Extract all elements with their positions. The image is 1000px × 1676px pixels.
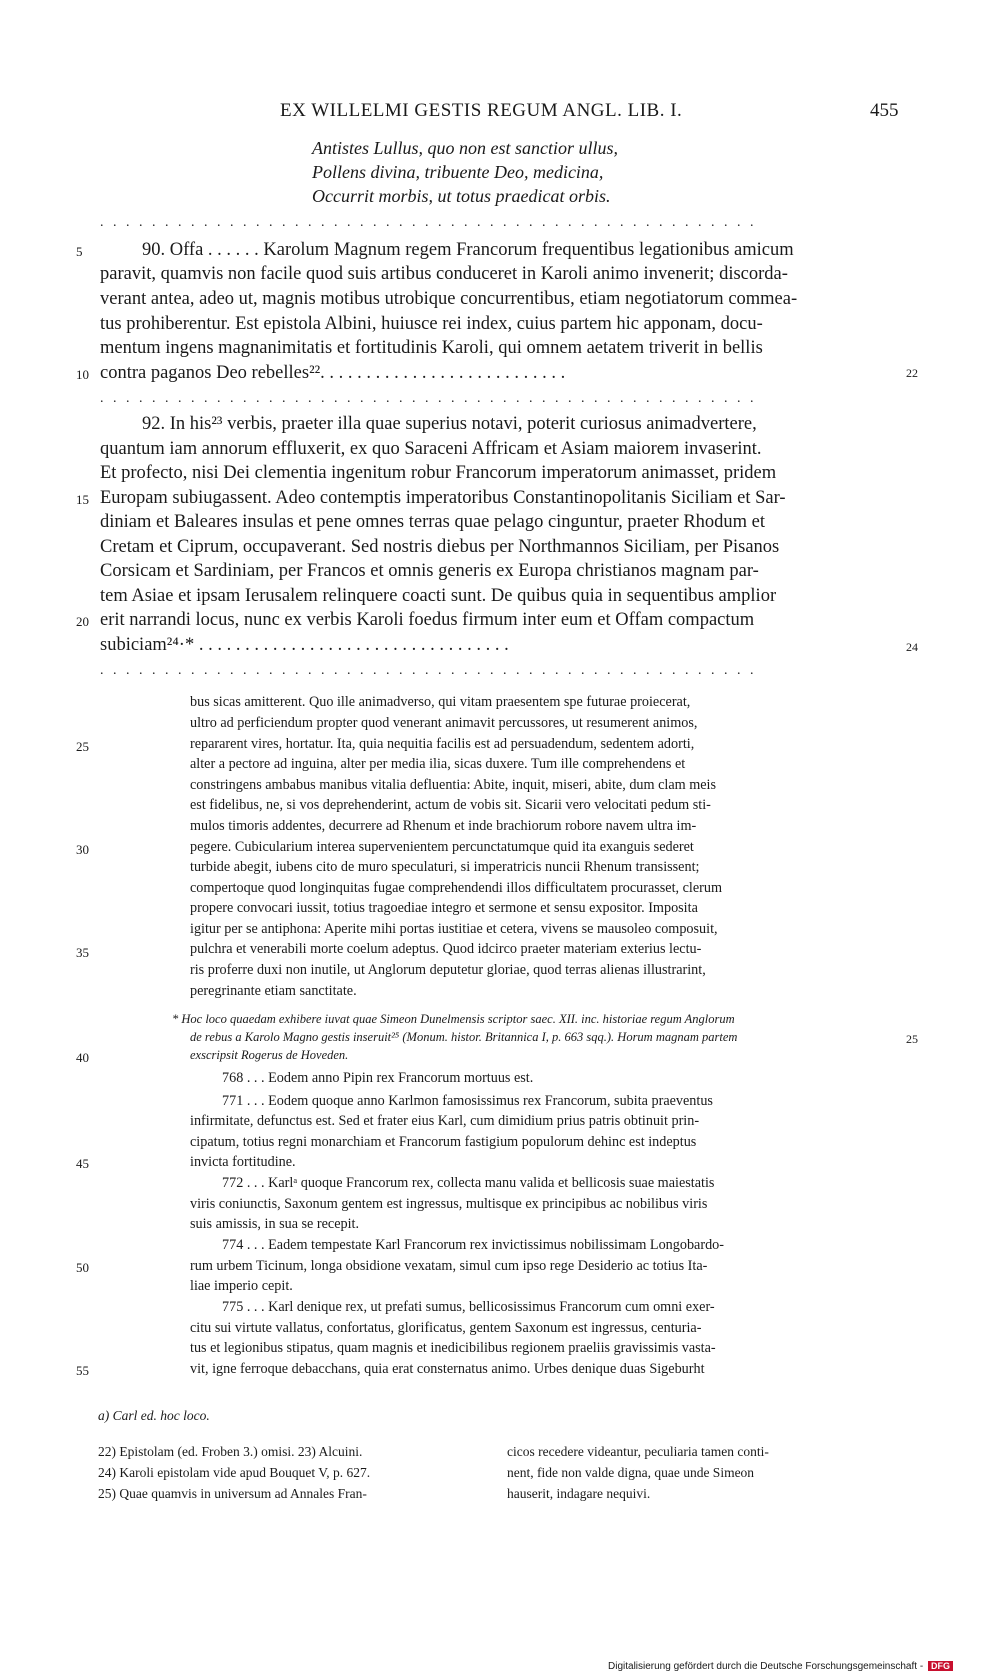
section-90-line: paravit, quamvis non facile quod suis artibus conduceret in Karoli animo invenerit; discorda- xyxy=(100,264,788,284)
line-number: 25 xyxy=(76,739,89,754)
section-90-line: tus prohiberentur. Est epistola Albini, huiusce rei index, cuius partem hic apponam, docu- xyxy=(100,314,763,334)
small-text-line: ris proferre duxi non inutile, ut Anglorum deputetur gloriae, quod terras alienas illustrarint, xyxy=(190,962,706,978)
line-number: 20 xyxy=(76,614,89,629)
small-text-line: pegere. Cubicularium interea supervenientem percunctatumque quid ita exanguis sederet xyxy=(190,839,694,855)
small-text-line: alter a pectore ad inguina, alter per media ilia, sicas duxere. Tum ille comprehendens et xyxy=(190,756,686,772)
small-text-line: pulchra et venerabili morte coelum adeptus. Quod idcirco praeter materiam exterius lectu- xyxy=(190,941,702,957)
small-text-line: compertoque quod longinquitas fugae comprehendendi illos difficultatem procurasset, clerum xyxy=(190,880,723,896)
digitization-credit xyxy=(608,1661,953,1672)
ellipsis-row: . . . . . . . . . . . . . . . . . . . . . . . . . . . . . . . . . . . . . . . . . . . . . . . . . . . xyxy=(100,664,757,678)
line-number: 55 xyxy=(76,1363,89,1378)
section-90-line: verant antea, adeo ut, magnis motibus utrobique concurrentibus, etiam negotiatorum commea- xyxy=(100,289,798,309)
editorial-note-line: de rebus a Karolo Magno gestis inseruit²⁵ (Monum. histor. Britannica I, p. 663 sqq.). Horum magnam partem xyxy=(190,1030,738,1044)
footnote-line: cicos recedere videantur, peculiaria tamen conti- xyxy=(507,1444,769,1459)
section-92-line: diniam et Baleares insulas et pene omnes terras quae pelago cinguntur, praeter Rhodum et xyxy=(100,512,766,532)
ellipsis-row: . . . . . . . . . . . . . . . . . . . . . . . . . . . . . . . . . . . . . . . . . . . . . . . . . . . xyxy=(100,392,757,406)
line-number: 50 xyxy=(76,1260,89,1275)
line-number: 35 xyxy=(76,945,89,960)
small-text-line: peregrinante etiam sanctitate. xyxy=(190,983,357,999)
small-text-line: mulos timoris addentes, decurrere ad Rhenum et inde brachiorum robore navem ultra im- xyxy=(190,818,697,834)
page-number: 455 xyxy=(870,100,899,121)
line-number: 45 xyxy=(76,1156,89,1171)
verse-line: Antistes Lullus, quo non est sanctior ullus, xyxy=(312,138,619,158)
annal-line: 772 . . . Karlᵃ quoque Francorum rex, collecta manu valida et bellicosis suae maiestatis xyxy=(222,1175,715,1191)
margin-ref: 22 xyxy=(906,366,918,380)
section-92-line: quantum iam annorum effluxerit, ex quo Saraceni Affricam et Asiam maiorem invaserint. xyxy=(100,439,762,459)
annal-line: invicta fortitudine. xyxy=(190,1154,296,1170)
margin-ref: 25 xyxy=(906,1032,918,1046)
section-92-line: Cretam et Ciprum, occupaverant. Sed nostris diebus per Northmannos Siciliam, per Pisanos xyxy=(100,537,780,557)
annal-line: infirmitate, defunctus est. Sed et frater eius Karl, cum dimidium prius patris obtinuit prin- xyxy=(190,1113,700,1129)
running-title: EX WILLELMI GESTIS REGUM ANGL. LIB. I. xyxy=(280,100,683,121)
small-text-line: constringens ambabus manibus vitalia defluentia: Abite, inquit, miseri, abite, dum clam meis xyxy=(190,777,717,793)
small-text-line: est fidelibus, ne, si vos deprehenderint, actum de vobis sit. Sicarii vero velocitati pedum sti- xyxy=(190,797,711,813)
annal-line: viris coniunctis, Saxonum gentem est ingressus, multisque ex principibus ac nobilibus viris xyxy=(190,1196,708,1212)
section-92-line: Europam subiugassent. Adeo contemptis imperatoribus Constantinopolitanis Siciliam et Sar- xyxy=(100,488,786,508)
section-92-line: Et profecto, nisi Dei clementia ingenitum robur Francorum imperatorum animasset, pridem xyxy=(100,463,777,483)
annal-line: suis amissis, in sua se recepit. xyxy=(190,1216,360,1232)
footnote-line: 22) Epistolam (ed. Froben 3.) omisi. 23) Alcuini. xyxy=(98,1444,363,1459)
section-92-line: subiciam²⁴·* . . . . . . . . . . . . . . . . . . . . . . . . . . . . . . . . . . xyxy=(100,635,509,655)
editorial-note-line: * Hoc loco quaedam exhibere iuvat quae Simeon Dunelmensis scriptor saec. XII. inc. historiae regum Anglorum xyxy=(172,1012,735,1026)
annal-line: tus et legionibus stipatus, quam magnis et inedicibilibus regionem praeliis gravissimis vasta- xyxy=(190,1340,716,1356)
line-number: 10 xyxy=(76,367,89,382)
section-92-line: Corsicam et Sardiniam, per Francos et omnis generis ex Europa christianos magnam par- xyxy=(100,561,759,581)
line-number: 40 xyxy=(76,1050,89,1065)
section-90-line: mentum ingens magnanimitatis et fortitudinis Karoli, qui omnem aetatem triverit in bellis xyxy=(100,338,763,358)
section-90-line: contra paganos Deo rebelles²². . . . . . . . . . . . . . . . . . . . . . . . . . . xyxy=(100,363,566,383)
annal-line: liae imperio cepit. xyxy=(190,1278,293,1294)
annal-line: 768 . . . Eodem anno Pipin rex Francorum mortuus est. xyxy=(222,1070,534,1086)
credit-text: Digitalisierung gefördert durch die Deutsche Forschungsgemeinschaft - xyxy=(608,1661,924,1672)
verse-line: Pollens divina, tribuente Deo, medicina, xyxy=(312,162,604,182)
footnote-line: 25) Quae quamvis in universum ad Annales Fran- xyxy=(98,1486,367,1501)
footnote-line: hauserit, indagare nequivi. xyxy=(507,1486,651,1501)
small-text-line: repararent vires, hortatur. Ita, quia nequitia facilis est ad persuadendum, sedentem adorti, xyxy=(190,736,695,752)
annal-line: 775 . . . Karl denique rex, ut prefati sumus, bellicosissimus Francorum cum omni exer- xyxy=(222,1299,715,1315)
editorial-note-line: exscripsit Rogerus de Hoveden. xyxy=(190,1048,349,1062)
small-text-line: igitur per se antiphona: Aperite mihi portas iustitiae et cetera, vivens se mausoleo composuit, xyxy=(190,921,718,937)
line-number: 30 xyxy=(76,842,89,857)
section-92-line: 92. In his²³ verbis, praeter illa quae superius notavi, poterit curiosus animadvertere, xyxy=(142,414,757,434)
line-number: 15 xyxy=(76,492,89,507)
line-number: 5 xyxy=(76,244,83,259)
small-text-line: ultro ad perficiendum propter quod venerant animavit percussores, ut resumerent animos, xyxy=(190,715,698,731)
small-text-line: propere convocari iussit, totius tragoediae integro et sermone et sensu expositor. Imposita xyxy=(190,900,698,916)
footnote-line: nent, fide non valde digna, quae unde Simeon xyxy=(507,1465,755,1480)
small-text-line: turbide abegit, iubens cito de muro speculaturi, si imperatricis nuncii Rhenum transissent; xyxy=(190,859,700,875)
apparatus-note: a) Carl ed. hoc loco. xyxy=(98,1408,210,1423)
annal-line: 774 . . . Eadem tempestate Karl Francorum rex invictissimus nobilissimam Longobardo- xyxy=(222,1237,724,1253)
verse-line: Occurrit morbis, ut totus praedicat orbis. xyxy=(312,186,611,206)
section-92-line: tem Asiae et ipsam Ierusalem relinquere coacti sunt. De quibus quia in sequentibus amplior xyxy=(100,586,777,606)
section-92-line: erit narrandi locus, nunc ex verbis Karoli foedus firmum inter eum et Offam compactum xyxy=(100,610,755,630)
section-90-line: 90. Offa . . . . . . Karolum Magnum regem Francorum frequentibus legationibus amicum xyxy=(142,240,794,260)
dfg-logo: DFG xyxy=(928,1661,953,1671)
annal-line: 771 . . . Eodem quoque anno Karlmon famosissimus rex Francorum, subita praeventus xyxy=(222,1093,713,1109)
ellipsis-row: . . . . . . . . . . . . . . . . . . . . . . . . . . . . . . . . . . . . . . . . . . . . . . . . . . . xyxy=(100,216,757,230)
footnote-line: 24) Karoli epistolam vide apud Bouquet V, p. 627. xyxy=(98,1465,371,1480)
margin-ref: 24 xyxy=(906,640,918,654)
annal-line: cipatum, totius regni monarchiam et Francorum fastigium populorum dehinc est indeptus xyxy=(190,1134,697,1150)
annal-line: citu sui virtute vallatus, confortatus, glorificatus, gentem Saxonum est ingressus, centuria- xyxy=(190,1320,702,1336)
annal-line: rum urbem Ticinum, longa obsidione vexatam, simul cum ipso rege Desiderio ac totius Ita- xyxy=(190,1258,708,1274)
annal-line: vit, igne ferroque debacchans, quia erat consternatus animo. Urbes denique duas Sigeburht xyxy=(190,1361,705,1377)
small-text-line: bus sicas amitterent. Quo ille animadverso, qui vitam praesentem spe futurae proiecerat, xyxy=(190,694,691,710)
